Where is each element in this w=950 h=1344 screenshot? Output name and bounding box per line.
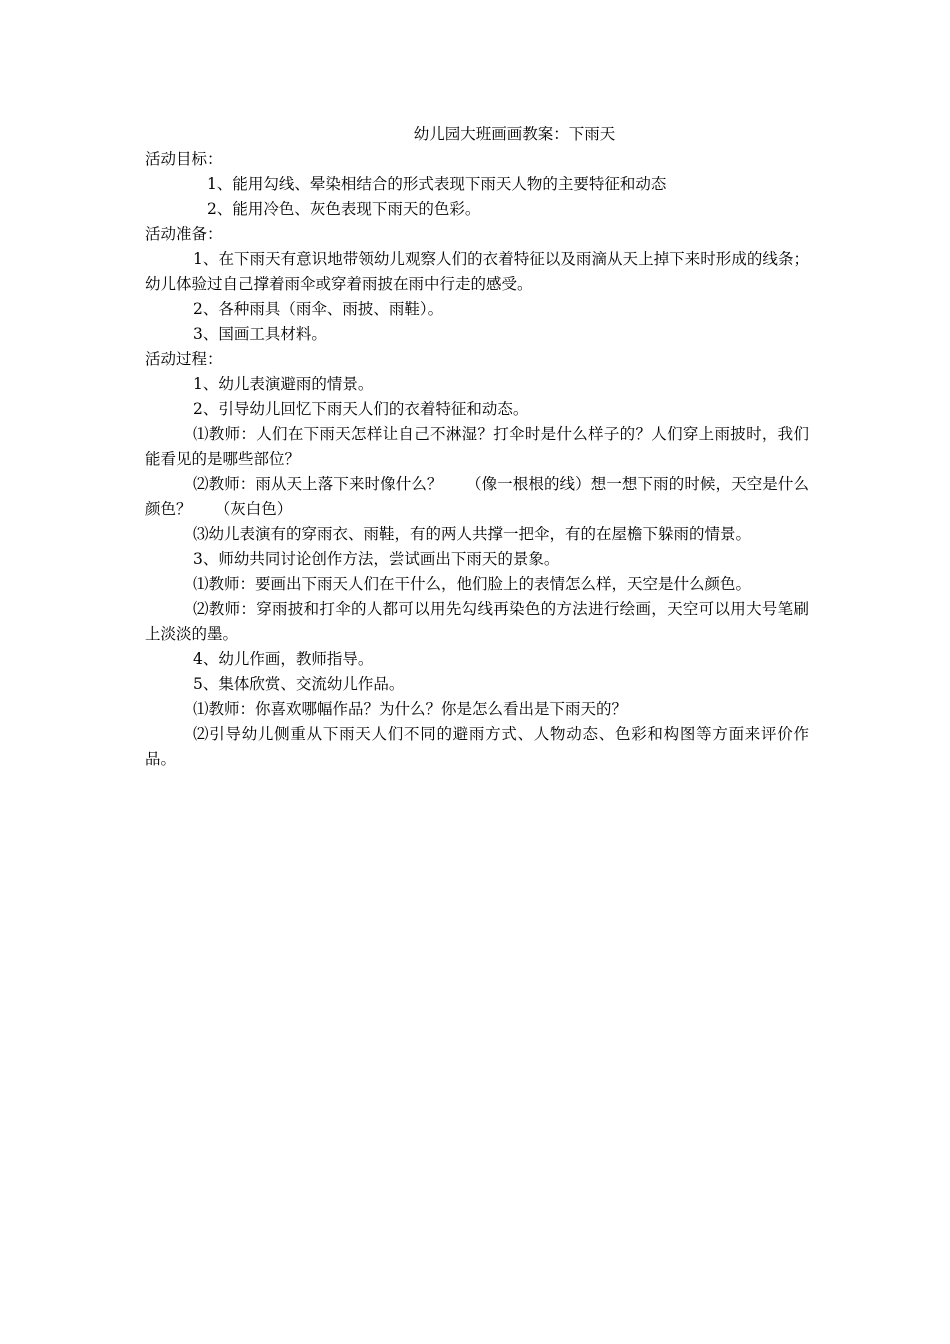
preparation-item-1: 1、在下雨天有意识地带领幼儿观察人们的衣着特征以及雨滴从天上掉下来时形成的线条；幼儿体验过自己撑着雨伞或穿着雨披在雨中行走的感受。 — [145, 250, 809, 293]
process-step-3-sub-2: ⑵教师：穿雨披和打伞的人都可以用先勾线再染色的方法进行绘画，天空可以用大号笔刷上淡淡的墨。 — [145, 600, 809, 643]
process-step-4: 4、幼儿作画，教师指导。 — [193, 650, 374, 668]
preparation-item-2: 2、各种雨具（雨伞、雨披、雨鞋）。 — [193, 300, 444, 318]
process-step-5-sub-1: ⑴教师：你喜欢哪幅作品？为什么？你是怎么看出是下雨天的？ — [193, 700, 628, 718]
process-step-5-sub-2: ⑵引导幼儿侧重从下雨天人们不同的避雨方式、人物动态、色彩和构图等方面来评价作品。 — [145, 725, 809, 768]
process-step-3: 3、师幼共同讨论创作方法，尝试画出下雨天的景象。 — [193, 550, 560, 568]
goal-item-2: 2、能用冷色、灰色表现下雨天的色彩。 — [207, 200, 481, 218]
goal-item-1: 1、能用勾线、晕染相结合的形式表现下雨天人物的主要特征和动态 — [207, 175, 667, 193]
document-body — [145, 122, 809, 772]
process-heading: 活动过程： — [145, 350, 223, 368]
process-step-2-sub-2: ⑵教师：雨从天上落下来时像什么？ （像一根根的线）想一想下雨的时候，天空是什么颜色？ （灰白色） — [145, 475, 809, 518]
process-step-1: 1、幼儿表演避雨的情景。 — [193, 375, 374, 393]
preparation-item-3: 3、国画工具材料。 — [193, 325, 327, 343]
process-step-5: 5、集体欣赏、交流幼儿作品。 — [193, 675, 405, 693]
process-step-2-sub-3: ⑶幼儿表演有的穿雨衣、雨鞋，有的两人共撑一把伞，有的在屋檐下躲雨的情景。 — [193, 525, 752, 543]
process-step-2: 2、引导幼儿回忆下雨天人们的衣着特征和动态。 — [193, 400, 529, 418]
process-step-2-sub-1: ⑴教师：人们在下雨天怎样让自己不淋湿？打伞时是什么样子的？人们穿上雨披时，我们能看见的是哪些部位？ — [145, 425, 809, 468]
goals-heading: 活动目标： — [145, 150, 223, 168]
preparation-heading: 活动准备： — [145, 225, 223, 243]
document-title: 幼儿园大班画画教案：下雨天 — [413, 125, 616, 143]
process-step-3-sub-1: ⑴教师：要画出下雨天人们在干什么，他们脸上的表情怎么样，天空是什么颜色。 — [193, 575, 752, 593]
